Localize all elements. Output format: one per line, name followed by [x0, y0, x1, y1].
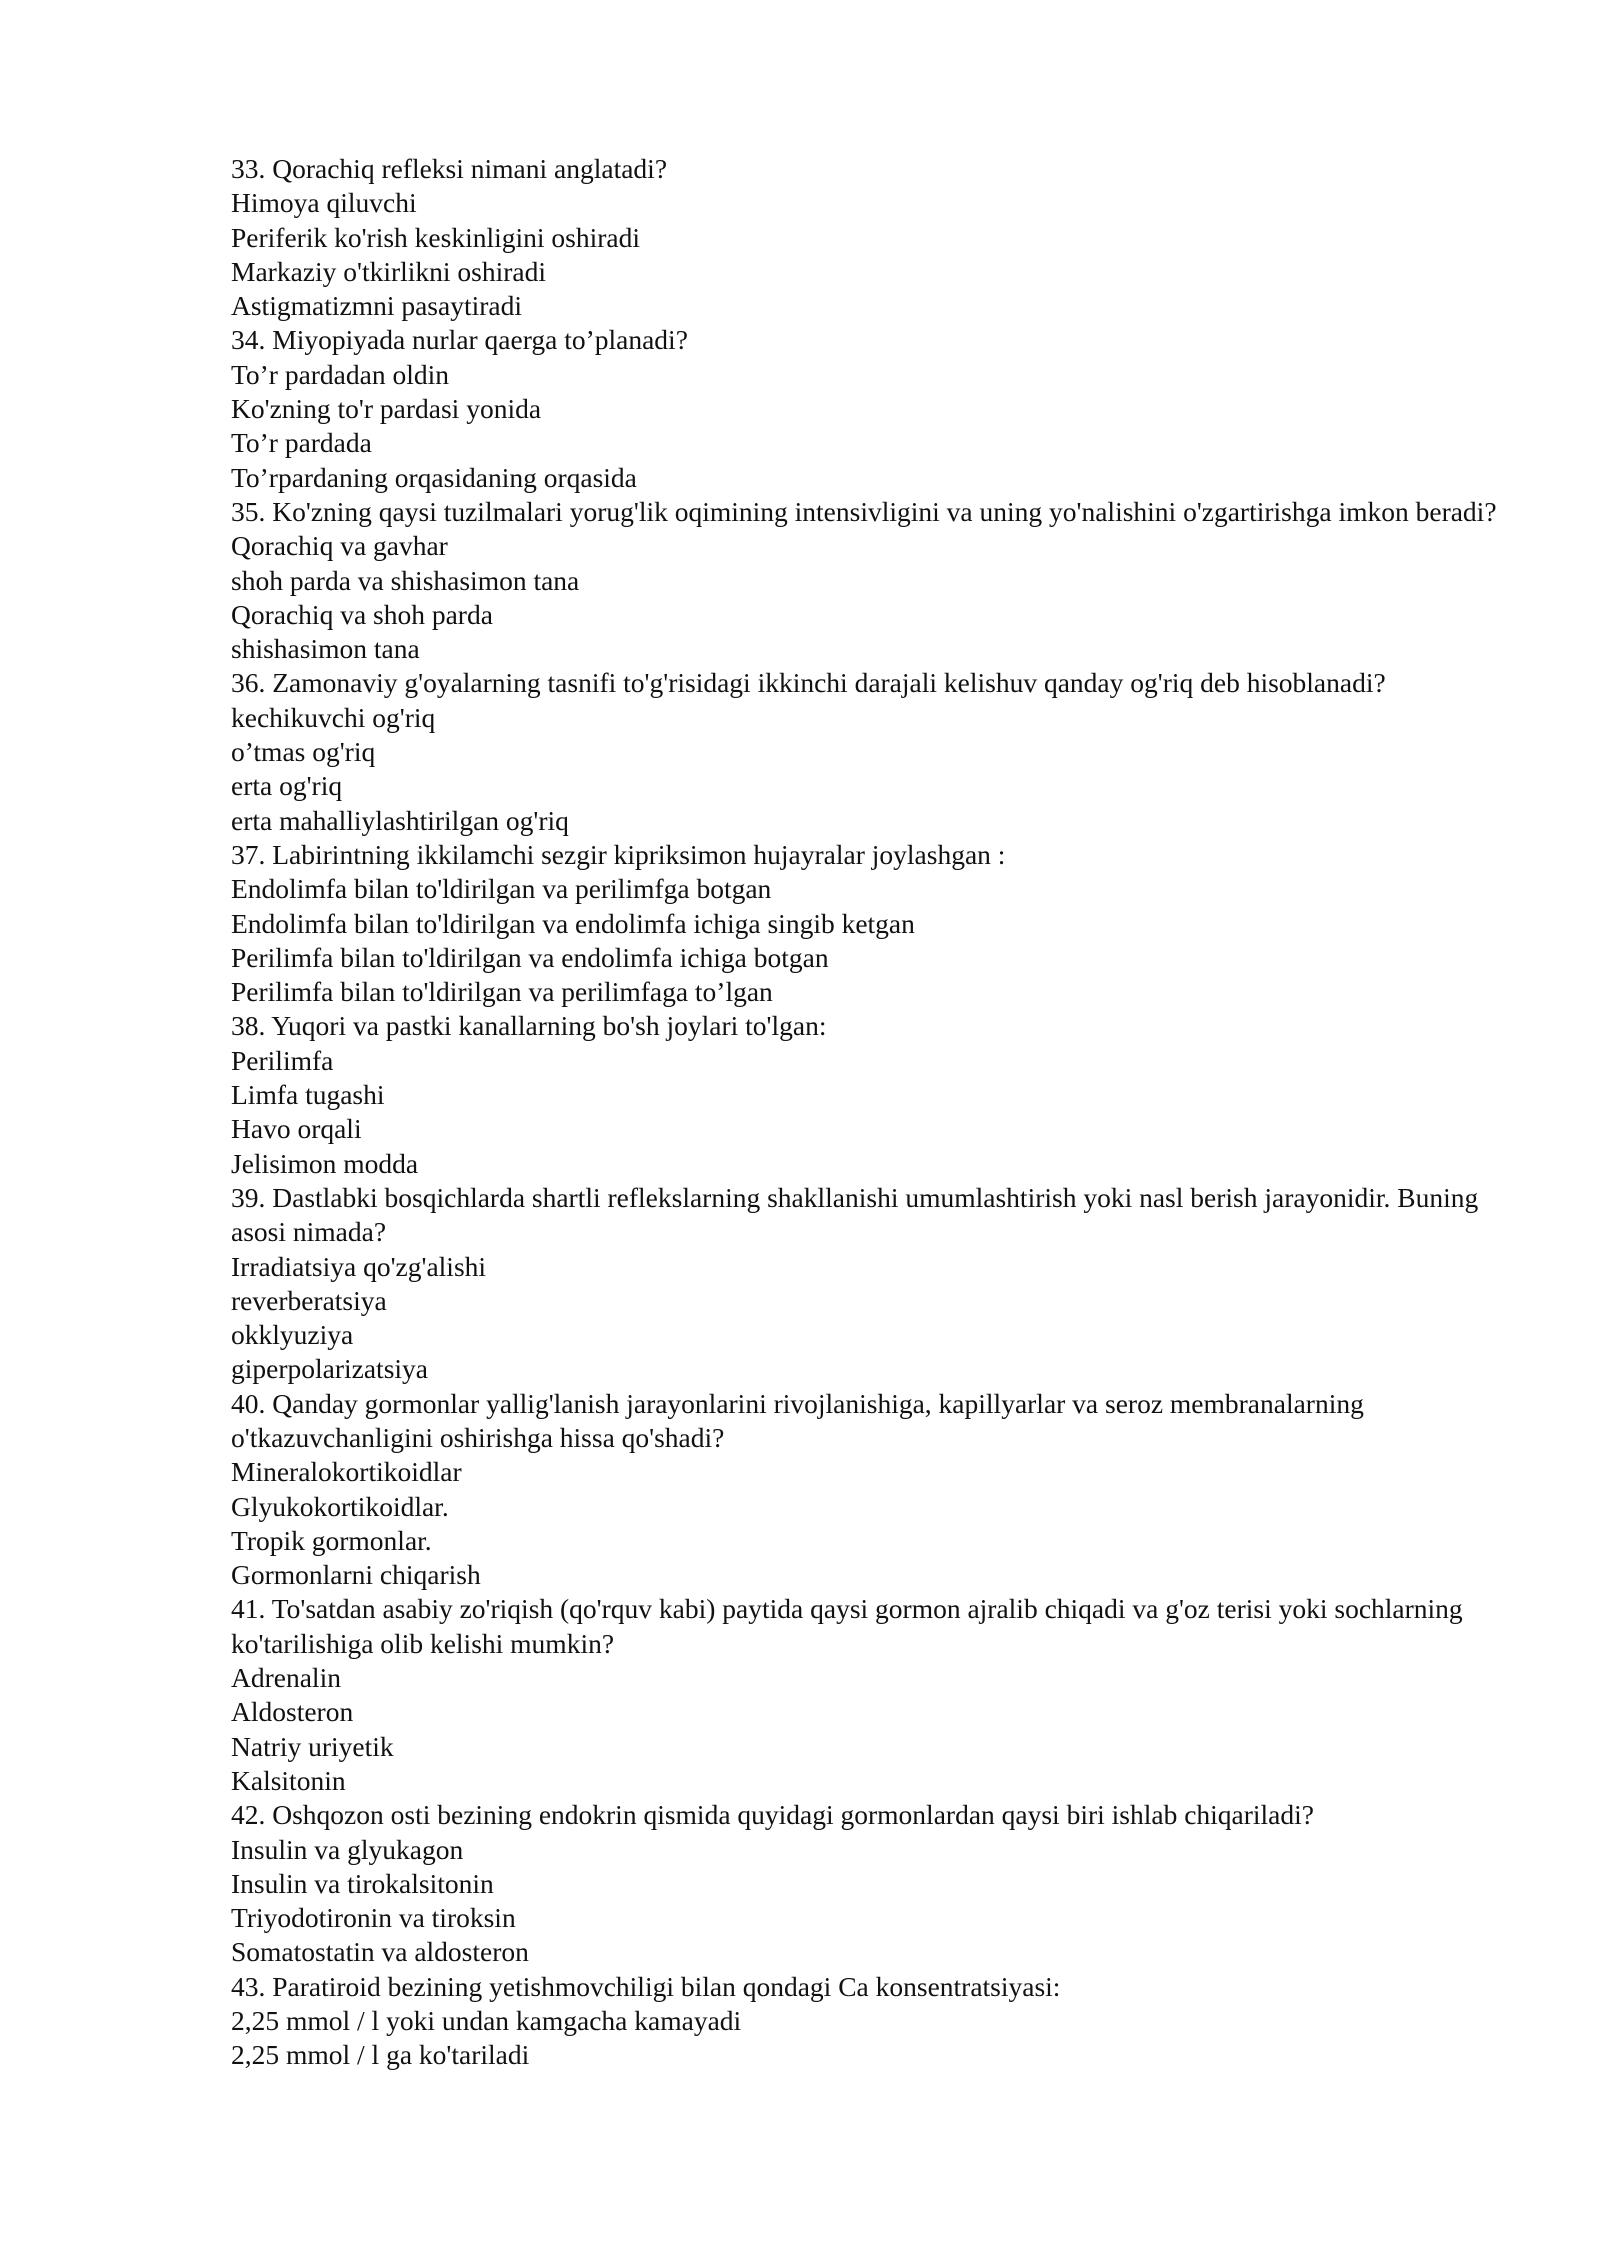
answer-option: Astigmatizmni pasaytiradi: [231, 290, 522, 322]
answer-option: Ko'zning to'r pardasi yonida: [231, 393, 542, 425]
question-text: 42. Oshqozon osti bezining endokrin qismida quyidagi gormonlardan qaysi biri ishlab chiqariladi?: [231, 1799, 1314, 1831]
question-43: [231, 1970, 1511, 2073]
answer-option: Limfa tugashi: [231, 1079, 385, 1111]
answer-option: kechikuvchi og'riq: [231, 701, 436, 733]
question-33: [231, 152, 1511, 323]
answer-option: Irradiatsiya qo'zg'alishi: [231, 1250, 487, 1282]
question-list: [231, 152, 1511, 2073]
answer-option: Qorachiq va shoh parda: [231, 598, 493, 630]
question-40: [231, 1387, 1511, 1593]
question-35: [231, 495, 1511, 666]
question-38: [231, 1009, 1511, 1180]
answer-option: Gormonlarni chiqarish: [231, 1559, 481, 1591]
question-text: 33. Qorachiq refleksi nimani anglatadi?: [231, 153, 668, 184]
answer-option: Perilimfa bilan to'ldirilgan va endolimfa ichiga botgan: [231, 941, 829, 973]
answer-option: Insulin va tirokalsitonin: [231, 1867, 494, 1899]
answer-option: Himoya qiluvchi: [231, 187, 417, 219]
answer-option: Jelisimon modda: [231, 1147, 419, 1179]
answer-option: okklyuziya: [231, 1319, 354, 1351]
question-41: [231, 1592, 1511, 1798]
answer-option: To’rpardaning orqasidaning orqasida: [231, 461, 637, 493]
answer-option: 2,25 mmol / l yoki undan kamgacha kamayadi: [231, 2005, 742, 2037]
answer-option: Endolimfa bilan to'ldirilgan va perilimfga botgan: [231, 873, 772, 905]
answer-option: Perilimfa bilan to'ldirilgan va perilimfaga to’lgan: [231, 976, 773, 1008]
question-text: 41. To'satdan asabiy zo'riqish (qo'rquv kabi) paytida qaysi gormon ajralib chiqadi va g'oz terisi yoki sochlarning ko'tarilishiga olib kelishi mumkin?: [231, 1593, 1463, 1659]
answer-option: Glyukokortikoidlar.: [231, 1490, 449, 1522]
question-37: [231, 838, 1511, 1009]
question-text: 37. Labirintning ikkilamchi sezgir kipriksimon hujayralar joylashgan :: [231, 838, 1006, 870]
question-text: 43. Paratiroid bezining yetishmovchiligi bilan qondagi Ca konsentratsiyasi:: [231, 1970, 1061, 2002]
answer-option: Somatostatin va aldosteron: [231, 1936, 529, 1968]
question-34: [231, 323, 1511, 494]
question-text: 39. Dastlabki bosqichlarda shartli reflekslarning shakllanishi umumlashtirish yoki nasl berish jarayonidir. Buning asosi nimada?: [231, 1181, 1479, 1248]
answer-option: Aldosteron: [231, 1696, 354, 1728]
question-text: 38. Yuqori va pastki kanallarning bo'sh joylari to'lgan:: [231, 1010, 827, 1042]
answer-option: giperpolarizatsiya: [231, 1353, 428, 1385]
answer-option: To’r pardada: [231, 427, 372, 459]
answer-option: Mineralokortikoidlar: [231, 1456, 462, 1488]
question-text: 35. Ko'zning qaysi tuzilmalari yorug'lik oqimining intensivligini va uning yo'nalishini o'zgartirishga imkon beradi?: [231, 495, 1497, 527]
answer-option: reverberatsiya: [231, 1284, 387, 1316]
answer-option: Havo orqali: [231, 1113, 362, 1145]
answer-option: o’tmas og'riq: [231, 736, 376, 768]
answer-option: Perilimfa: [231, 1044, 334, 1076]
answer-option: Periferik ko'rish keskinligini oshiradi: [231, 221, 640, 253]
answer-option: Markaziy o'tkirlikni oshiradi: [231, 255, 547, 287]
answer-option: Natriy uriyetik: [231, 1730, 394, 1762]
question-text: 36. Zamonaviy g'oyalarning tasnifi to'g'risidagi ikkinchi darajali kelishuv qanday og'riq deb hisoblanadi?: [231, 667, 1386, 699]
answer-option: erta og'riq: [231, 770, 343, 802]
answer-option: Tropik gormonlar.: [231, 1524, 432, 1556]
answer-option: erta mahalliylashtirilgan og'riq: [231, 804, 569, 836]
answer-option: Triyodotironin va tiroksin: [231, 1902, 516, 1934]
question-42: [231, 1798, 1511, 1969]
answer-option: shoh parda va shishasimon tana: [231, 564, 580, 596]
question-text: 40. Qanday gormonlar yallig'lanish jarayonlarini rivojlanishiga, kapillyarlar va seroz membranalarning o'tkazuvchanligini oshirishga hissa qo'shadi?: [231, 1387, 1364, 1453]
answer-option: Endolimfa bilan to'ldirilgan va endolimfa ichiga singib ketgan: [231, 907, 915, 939]
question-text: 34. Miyopiyada nurlar qaerga to’planadi?: [231, 324, 688, 356]
answer-option: Qorachiq va gavhar: [231, 530, 448, 562]
answer-option: Adrenalin: [231, 1662, 341, 1694]
answer-option: To’r pardadan oldin: [231, 358, 449, 390]
answer-option: Kalsitonin: [231, 1764, 346, 1796]
answer-option: shishasimon tana: [231, 633, 420, 665]
answer-option: Insulin va glyukagon: [231, 1833, 464, 1865]
answer-option: 2,25 mmol / l ga ko'tariladi: [231, 2039, 530, 2071]
question-36: [231, 666, 1511, 837]
question-39: [231, 1181, 1511, 1387]
